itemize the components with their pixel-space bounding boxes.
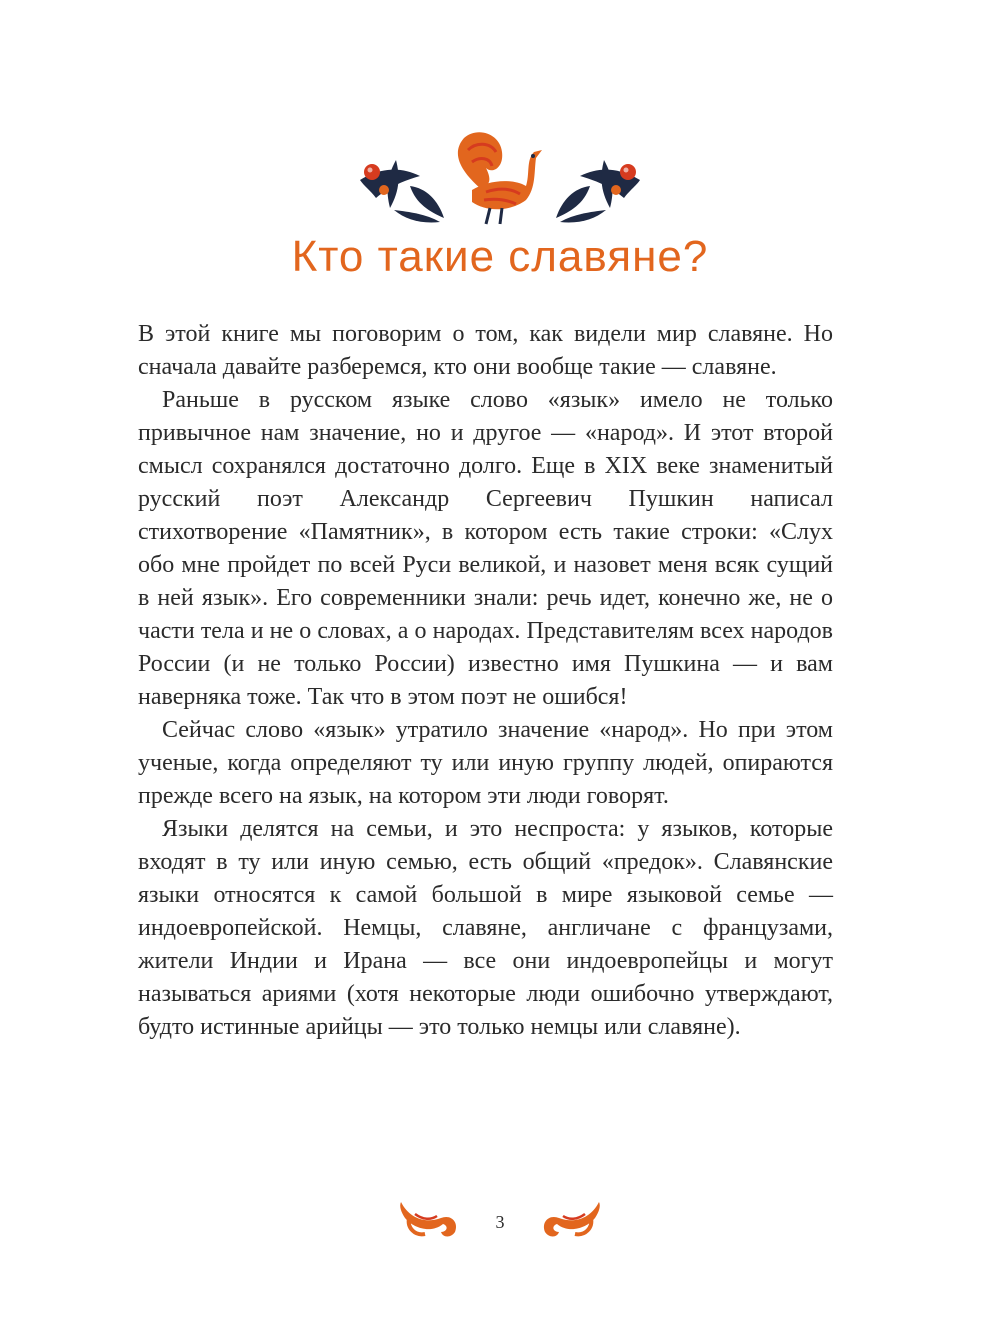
- page-number: 3: [495, 1212, 505, 1232]
- paragraph: В этой книге мы поговорим о том, как видели мир славяне. Но сначала давайте разберемся, кто они вообще такие — славяне.: [138, 321, 833, 380]
- bird-ornament-icon: [340, 128, 660, 228]
- paragraph: Сейчас слово «язык» утратило значение «народ». Но при этом ученые, когда определяют ту или иную группу людей, опираются прежде всего на язык, на котором эти люди говорят.: [138, 717, 833, 809]
- right-branch-icon: [556, 160, 640, 223]
- left-branch-icon: [360, 160, 444, 223]
- body-text: [138, 318, 833, 1044]
- paragraph: Языки делятся на семьи, и это неспроста: у языков, которые входят в ту или иную семью, есть общий «предок». Славянские языки относятся к самой большой в мире языковой семье — индоевропейской. Немцы, славяне, англичане с французами, жители Индии и Ирана — все они индоевропейцы и могут называться ариями (хотя некоторые люди ошибочно утверждают, будто истинные арийцы — это только немцы или славяне).: [138, 816, 833, 1040]
- bird-icon: [458, 132, 542, 224]
- page-title: Кто такие славяне?: [291, 232, 709, 281]
- paragraph: Раньше в русском языке слово «язык» имело не только привычное нам значение, но и другое — «народ». И этот второй смысл сохранялся достаточно долго. Еще в XIX веке знаменитый русский поэт Александр Сергеевич Пушкин написал стихотворение «Памятник», в котором есть такие строки: «Слух обо мне пройдет по всей Руси великой, и назовет меня всяк сущий в ней язык». Его современники знали: речь идет, конечно же, не о части тела и не о словах, а о народах. Представителям всех народов России (и не только России) известно имя Пушкина — и вам наверняка тоже. Так что в этом поэт не ошибся!: [138, 387, 833, 710]
